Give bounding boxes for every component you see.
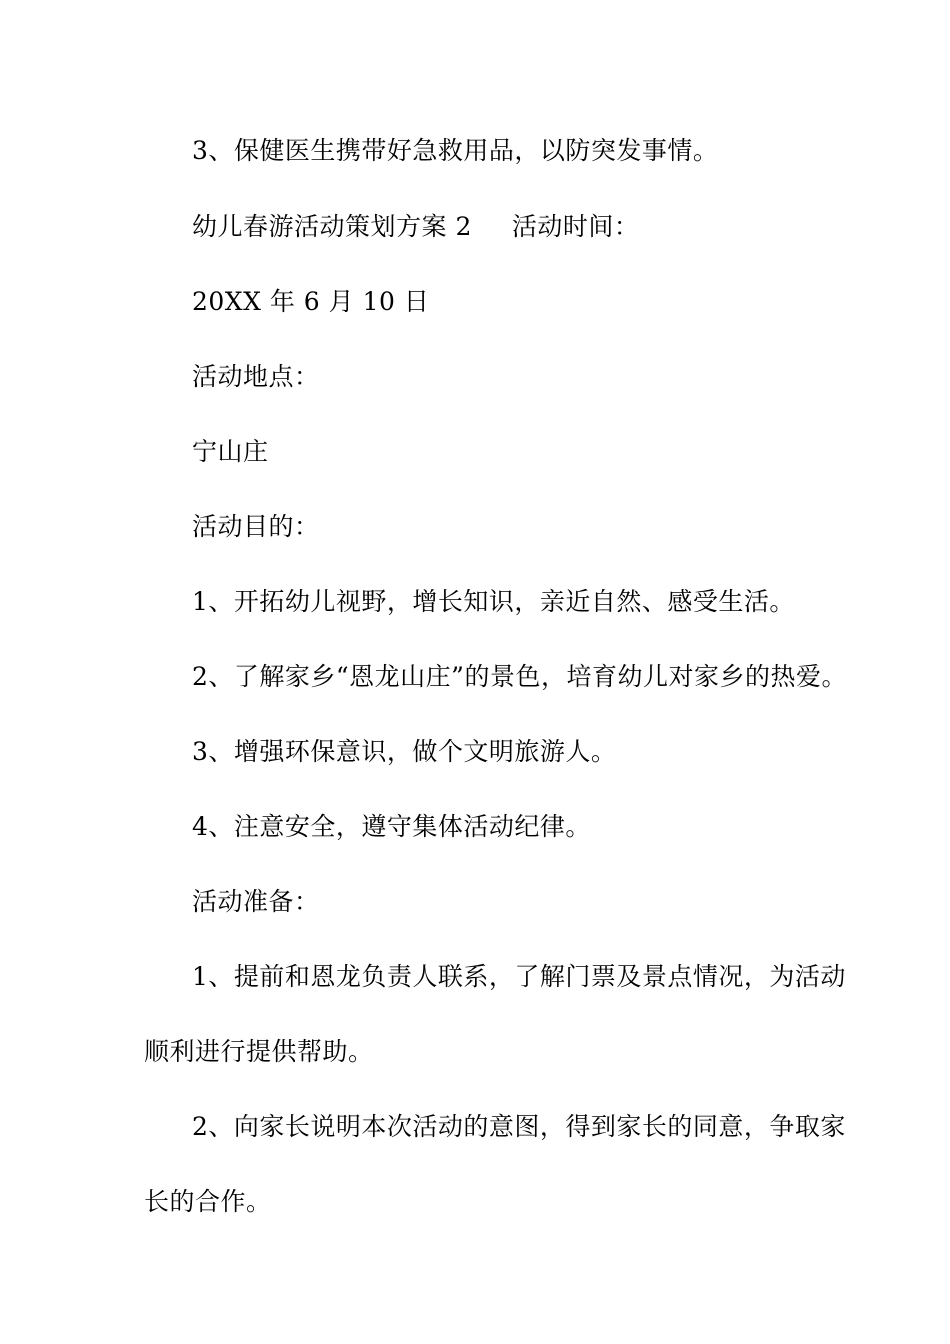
activity-location: 宁山庄 (192, 437, 269, 466)
purpose-item-3: 3、增强环保意识，做个文明旅游人。 (192, 737, 617, 766)
purpose-item-4: 4、注意安全，遵守集体活动纪律。 (192, 812, 591, 841)
activity-purpose-label: 活动目的： (192, 512, 320, 541)
activity-date: 20XX 年 6 月 10 日 (192, 287, 430, 316)
preparation-item-2-line-1: 2、向家长说明本次活动的意图，得到家长的同意，争取家 (192, 1112, 846, 1141)
activity-preparation-label: 活动准备： (192, 887, 320, 916)
purpose-item-2: 2、了解家乡“恩龙山庄”的景色，培育幼儿对家乡的热爱。 (192, 662, 847, 691)
paragraph-plan-heading (192, 210, 639, 244)
plan-title: 幼儿春游活动策划方案 2 (192, 212, 472, 241)
preparation-item-2-line-2: 长的合作。 (144, 1187, 272, 1216)
paragraph-safety-item-3: 3、保健医生携带好急救用品，以防突发事情。 (192, 136, 719, 165)
purpose-item-1: 1、开拓幼儿视野，增长知识，亲近自然、感受生活。 (192, 587, 795, 616)
preparation-item-1-line-1: 1、提前和恩龙负责人联系，了解门票及景点情况，为活动 (192, 962, 846, 991)
activity-time-label: 活动时间： (511, 212, 640, 241)
preparation-item-1-line-2: 顺利进行提供帮助。 (144, 1037, 374, 1066)
activity-location-label: 活动地点： (192, 362, 320, 391)
